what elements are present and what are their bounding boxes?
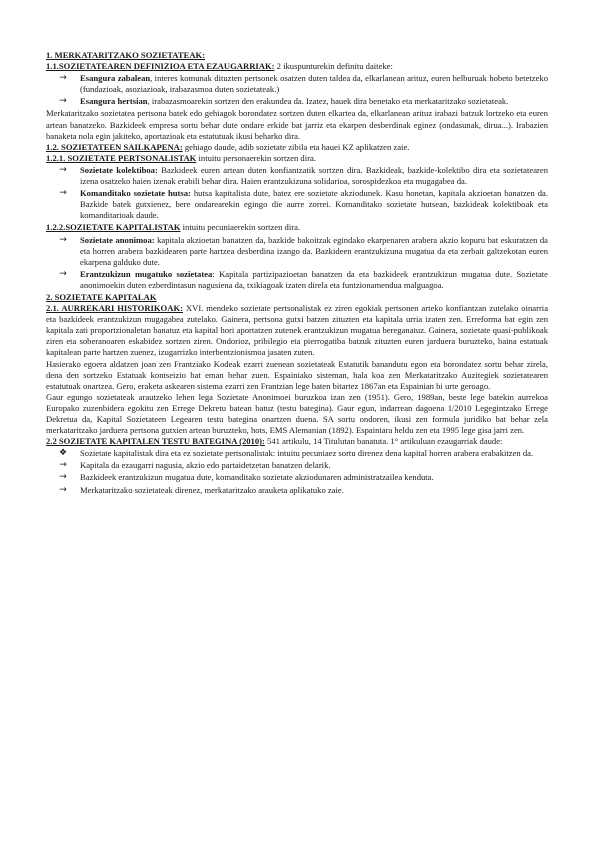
section-1-2-2-rest: intuitu pecuniaerekin sortzen dira. <box>180 222 301 233</box>
term: Erantzukizun mugatuko sozietatea <box>80 268 213 279</box>
list-item <box>56 269 548 291</box>
section-1-2-rest: gehiago daude, adib sozietate zibila eta hauei KZ aplikatzen zaie. <box>182 141 410 152</box>
heading-1: 1. MERKATARITZAKO SOZIETATEAK: <box>46 50 206 60</box>
arrow-icon: → <box>59 484 67 495</box>
section-1-2-1-title: 1.2.1. SOZIETATE PERTSONALISTAK <box>46 152 197 163</box>
list-text: Merkataritzako sozietateak direnez, merkataritzako arauketa aplikatuko zaie. <box>80 484 344 495</box>
diamond-bullet-icon: ❖ <box>58 448 68 459</box>
list-text: Bazkideek erantzukizun mugatua dute, komanditako sozietate akziodunaren administratzailea kenduta. <box>80 472 434 483</box>
section-1-1 <box>46 61 548 72</box>
arrow-icon: → <box>59 188 67 199</box>
list-item <box>56 472 548 483</box>
section-1-2-1-rest: intuitu personaerekin sortzen dira. <box>196 152 316 163</box>
definition: , irabazasmoarekin sortzen den erakundea da. Izatez, hauek dira benetako eta merkataritzako sozietateak. <box>147 96 509 107</box>
section-1-2-title: 1.2. SOZIETATEEN SAILKAPENA: <box>46 141 183 152</box>
section-1-2-2-title: 1.2.2.SOZIETATE KAPITALISTAK <box>46 222 181 233</box>
section-2-1-title: 2.1. AURREKARI HISTORIKOAK: <box>46 303 183 314</box>
section-2-2 <box>46 436 548 447</box>
term: Sozietate kolektiboa: <box>80 164 158 175</box>
arrow-icon: → <box>59 234 67 245</box>
section-1-2-2 <box>46 222 548 233</box>
term: Esangura hertsian <box>80 96 148 107</box>
section-2-2-list <box>46 448 548 495</box>
paragraph: Merkataritzako sozietatea pertsona batek edo gehiagok borondatez sortzen duten elkartea da, elkarlanean arituz irabazi batzuk lortzeko eta euren artean banatzeko. Bazkideek empresa sortu behar dute ondare erkide bat jarriz eta ekarpen desberdinak eginez (ondasunak, dirua...). Irabazien banaketa nola egin jakiteko, aportazioak eta estatutuak ikusi beharko dira. <box>46 108 548 141</box>
arrow-icon: → <box>59 164 67 175</box>
section-2-1-text: XVI. mendeko sozietate pertsonalistak ez ziren egokiak pertsonen arteko konfiantzan zutelako oinarria eta bazkideek erantzukizun mugagabea zutelako. Gainera, pertsona gutxi batzen zituzten eta kapitala urria izaten zen. Erreforma bat egin zen kapitala zati proportzionaletan banatuz eta kapital hori aportatzen zutenek erantzukizun mugatua bereganatuz. Gainera, sozietate quasi-publikoak ziren eta soberanoaren eskabidez sortzen ziren. Ondorioz, pribilegio eta pierrogatiba batzuk zituzten euren jarduera buruzteko, baina estatuak kapitalean parte hartzen zuenez, izugarrizko interbentzionismoa jasaten zuten. <box>46 303 549 358</box>
list-item <box>56 235 548 268</box>
arrow-icon: → <box>59 73 67 84</box>
section-2-2-rest: 541 artikulu, 14 Titulutan banatuta. 1° artikuluan ezaugarriak daude: <box>264 436 503 447</box>
list-item <box>56 73 548 95</box>
term: Komanditako sozietate hutsa: <box>80 188 191 199</box>
paragraph: Hasierako egoera aldatzen joan zen Frantziako Kodeak ezarri zuenean sozietateak Estatutik banandutu egon eta borondatez sortu behar zirela, dena den sortzeko Estatuak kontseizio bat eman behar zuen. Espainiako sisteman, hala koa zen Merkataritzako Auzitegiek sozietatearen estatutuak onartzea. Gero, eraketa askearen sistema ezarri zen Frantzian lege baten bitartez 1867an eta Espainian bi urte geroago. <box>46 358 548 391</box>
section-1-1-rest: 2 ikuspunturekin definitu daiteke: <box>274 61 393 72</box>
arrow-icon: → <box>59 460 67 471</box>
arrow-icon: → <box>59 96 67 107</box>
definition: hutsa kapitalista dute, batez ere sozietate akziodunek. Kasu honetan, kapitala akzioetan banatzen da. Bazkide batek gutxienez, bere ondarearekin egingo die aurre zorrei. Komanditako sozietate hutsean, bazkideak kolektiboak eta komanditarioak daude. <box>80 188 548 221</box>
section-1-1-title: 1.1.SOZIETATEAREN DEFINIZIOA ETA EZAUGARRIAK: <box>46 61 275 72</box>
arrow-icon: → <box>59 472 67 483</box>
term: Esangura zabalean <box>80 73 151 84</box>
list-item <box>56 460 548 471</box>
section-1-2 <box>46 142 548 153</box>
section-2-2-title: 2.2 SOZIETATE KAPITALEN TESTU BATEGINA (2010): <box>46 436 265 447</box>
term: Sozietate anonimoa: <box>80 234 155 245</box>
list-item <box>56 485 548 496</box>
section-2-1 <box>46 303 548 358</box>
arrow-icon: → <box>59 268 67 279</box>
definition: kapitala akzioetan banatzen da, bazkide bakoitzak egindako ekarpenaren arabera akzio kopuru bat eskuratzen da eta horren arabera bazkidearen parte hartzea desberdina izango da. Bazkideen erantzukizuna mugatua da eta zerbait galtzekotan euren ekarpena galduko dute. <box>80 234 548 267</box>
list-item <box>56 448 548 459</box>
paragraph: Gaur egungo sozietateak arautzeko lehen lega Sozietate Anonimoei buruzkoa izan zen (1951). Gero, 1989an, beste lege batekin aurrekoa Europako zuzenbidera egokitu zen Errege Dekretu batean batuz (testu bategina). Gaur egun, indarrean dagoena 1/2010 Legegintzako Errege Dekretua da, Kapital Sozietateen Legearen testu bategina onartzen duena. SA sortu ondoren, ikusi zen formula juridiko bat behar zela merkataritzako jarduera pertsona gutxien artean buruzteko, hots, EMS Alemanian (1892). Espainiara heldu zen eta 1995 lege gisa jarri zen. <box>46 391 548 436</box>
list-text: Kapitala da ezaugarri nagusia, akzio edo partaidetzetan banatzen delarik. <box>80 460 331 471</box>
list-text: Sozietate kapitalistak dira eta ez sozietate pertsonalistak: intuitu pecuniaez sortu direnez dena kapital horren arabera erabakitzen da. <box>80 448 534 459</box>
definition: Bazkideek euren artean duten konfiantzatik sortzen dira. Bazkideak, bazkide-kolektibo dira eta sozietatearen izena osatzeko haien izenak erabili behar dira. Haien erantzukizuna solidarioa, sorospidezkoa eta mugagabea da. <box>80 164 548 187</box>
list-item <box>56 96 548 107</box>
list-item <box>56 188 548 221</box>
heading-2: 2. SOZIETATE KAPITALAK <box>46 291 157 302</box>
section-1-2-1 <box>46 153 548 164</box>
section-1-1-list <box>46 73 548 107</box>
section-1-2-1-list <box>46 165 548 221</box>
definition: , interes komunak dituzten pertsonek osatzen duten taldea da, elkarlanean arituz, euren helburuak hobeto betetzeko (fundazioak, asoziazioak, irabazasmoa duten sozietateak.) <box>80 73 548 95</box>
definition: : Kapitala partizipazioetan banatzen da eta bazkideek erantzukizun mugatua dute. Sozietate anonimoekin duten ezberdintasun nagusiena da, txikiagoak izaten direla eta funtzionamendua malguagoa. <box>80 268 548 290</box>
list-item <box>56 165 548 187</box>
section-1-2-2-list <box>46 235 548 291</box>
